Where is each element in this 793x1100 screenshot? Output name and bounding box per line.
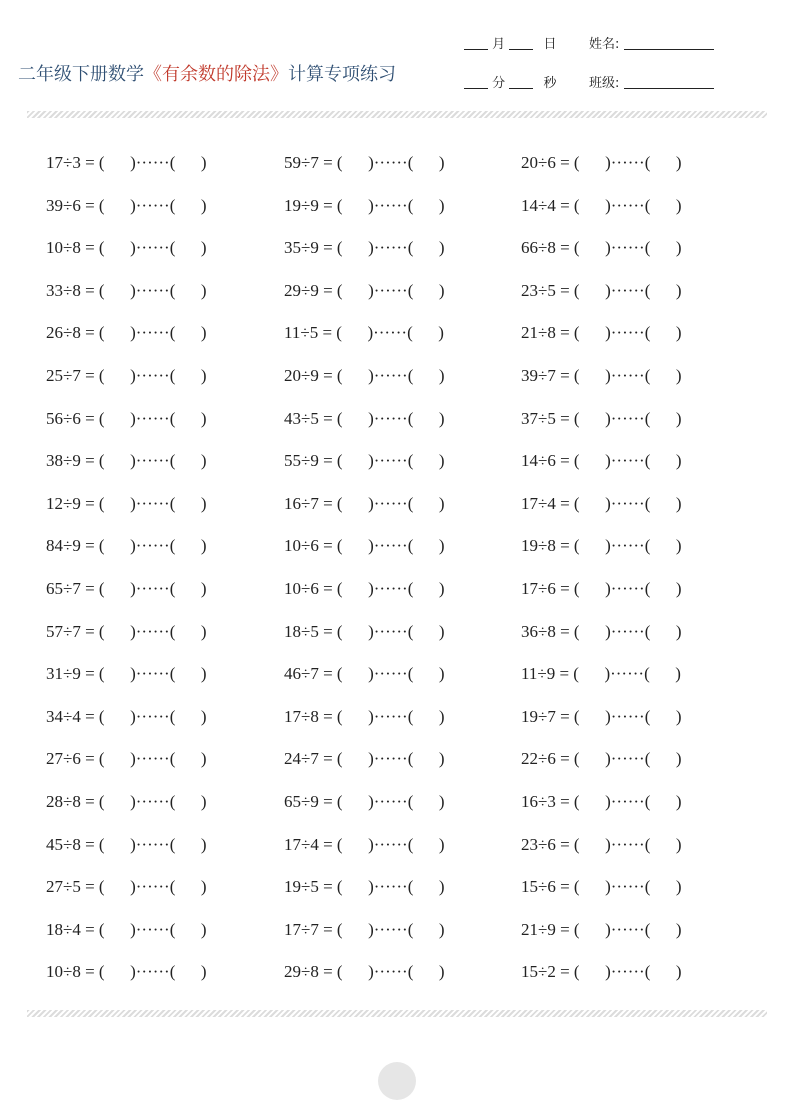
answer-blanks: = ( )······( ) xyxy=(318,366,445,385)
answer-blanks: = ( )······( ) xyxy=(80,962,207,982)
division-problem[interactable] xyxy=(521,322,682,344)
problem-expression: 10÷6 xyxy=(284,536,319,556)
answer-blanks: = ( )······( ) xyxy=(80,238,207,258)
division-problem[interactable] xyxy=(521,876,682,898)
problem-expression: 84÷9 xyxy=(46,536,81,556)
division-problem[interactable] xyxy=(521,748,682,770)
division-problem[interactable] xyxy=(521,578,682,600)
division-problem[interactable] xyxy=(284,450,445,472)
division-problem[interactable] xyxy=(284,322,444,344)
division-problem[interactable] xyxy=(521,280,682,302)
problem-expression: 19÷5 xyxy=(284,877,319,897)
division-problem[interactable] xyxy=(521,195,682,217)
problem-expression: 19÷7 xyxy=(521,706,556,726)
division-problem[interactable] xyxy=(284,578,445,600)
page-indicator xyxy=(378,1062,416,1100)
month-blank xyxy=(464,49,488,50)
problem-expression: 16÷3 xyxy=(521,792,556,811)
problem-expression: 14÷6 xyxy=(521,451,556,471)
top-divider xyxy=(27,111,767,118)
answer-blanks: = ( )······( ) xyxy=(80,919,207,939)
division-problem[interactable] xyxy=(284,195,445,217)
division-problem[interactable] xyxy=(284,663,445,685)
problem-expression: 29÷8 xyxy=(284,962,319,982)
problem-expression: 28÷8 xyxy=(46,792,81,811)
answer-blanks: = ( )······( ) xyxy=(318,664,445,684)
division-problem[interactable] xyxy=(521,450,682,472)
second-label: 秒 xyxy=(543,76,557,91)
division-problem[interactable] xyxy=(521,493,682,515)
division-problem[interactable] xyxy=(284,834,445,856)
division-problem[interactable] xyxy=(284,876,445,898)
problem-expression: 10÷8 xyxy=(46,962,81,982)
answer-blanks: = ( )······( ) xyxy=(318,195,445,215)
answer-blanks: = ( )······( ) xyxy=(80,621,207,641)
division-problem[interactable] xyxy=(284,791,445,813)
division-problem[interactable] xyxy=(284,237,445,259)
time-row xyxy=(464,72,556,91)
worksheet-title xyxy=(18,60,396,86)
problem-expression: 46÷7 xyxy=(284,664,319,684)
answer-blanks: = ( )······( ) xyxy=(555,366,682,385)
problem-expression: 14÷4 xyxy=(521,195,556,215)
division-problem[interactable] xyxy=(521,961,682,983)
answer-blanks: = ( )······( ) xyxy=(555,792,682,811)
answer-blanks: = ( )······( ) xyxy=(318,451,445,471)
answer-blanks: = ( )······( ) xyxy=(80,749,207,769)
division-problem[interactable] xyxy=(521,237,682,259)
answer-blanks: = ( )······( ) xyxy=(318,323,444,343)
problem-expression: 65÷9 xyxy=(284,792,319,811)
division-problem[interactable] xyxy=(46,961,207,983)
problem-expression: 27÷5 xyxy=(46,877,81,897)
name-row xyxy=(589,33,714,52)
division-problem[interactable] xyxy=(284,535,445,557)
problem-expression: 23÷6 xyxy=(521,834,556,854)
division-problem[interactable] xyxy=(284,919,445,941)
answer-blanks: = ( )······( ) xyxy=(318,706,445,726)
name-blank[interactable] xyxy=(624,49,714,50)
class-blank[interactable] xyxy=(624,88,714,89)
problem-expression: 39÷7 xyxy=(521,366,556,385)
answer-blanks: = ( )······( ) xyxy=(555,664,681,684)
answer-blanks: = ( )······( ) xyxy=(555,962,682,982)
title-practice: 计算专项练习 xyxy=(288,64,396,85)
answer-blanks: = ( )······( ) xyxy=(555,280,682,300)
problem-expression: 45÷8 xyxy=(46,834,81,854)
division-problem[interactable] xyxy=(46,280,207,302)
answer-blanks: = ( )······( ) xyxy=(318,962,445,982)
problem-expression: 10÷6 xyxy=(284,579,319,598)
answer-blanks: = ( )······( ) xyxy=(80,493,207,513)
answer-blanks: = ( )······( ) xyxy=(80,195,207,215)
problem-expression: 18÷5 xyxy=(284,621,319,641)
problem-expression: 25÷7 xyxy=(46,366,81,385)
division-problem[interactable] xyxy=(46,919,207,941)
answer-blanks: = ( )······( ) xyxy=(318,153,445,172)
answer-blanks: = ( )······( ) xyxy=(80,579,207,598)
division-problem[interactable] xyxy=(284,152,445,174)
problem-expression: 17÷7 xyxy=(284,919,319,939)
answer-blanks: = ( )······( ) xyxy=(555,536,682,556)
problem-expression: 19÷9 xyxy=(284,195,319,215)
answer-blanks: = ( )······( ) xyxy=(555,451,682,471)
problem-expression: 34÷4 xyxy=(46,706,81,726)
division-problem[interactable] xyxy=(46,237,207,259)
problem-expression: 29÷9 xyxy=(284,280,319,300)
problem-expression: 65÷7 xyxy=(46,579,81,598)
problem-expression: 15÷2 xyxy=(521,962,556,982)
division-problem[interactable] xyxy=(46,621,207,643)
answer-blanks: = ( )······( ) xyxy=(80,153,207,172)
answer-blanks: = ( )······( ) xyxy=(555,323,682,343)
problem-expression: 24÷7 xyxy=(284,749,319,769)
division-problem[interactable] xyxy=(521,663,681,685)
answer-blanks: = ( )······( ) xyxy=(555,877,682,897)
problem-expression: 43÷5 xyxy=(284,408,319,428)
division-problem[interactable] xyxy=(284,748,445,770)
problem-expression: 35÷9 xyxy=(284,238,319,258)
division-problem[interactable] xyxy=(46,535,207,557)
problem-expression: 16÷7 xyxy=(284,493,319,513)
answer-blanks: = ( )······( ) xyxy=(318,579,445,598)
division-problem[interactable] xyxy=(46,493,207,515)
second-blank xyxy=(509,88,533,89)
answer-blanks: = ( )······( ) xyxy=(555,195,682,215)
division-problem[interactable] xyxy=(521,365,682,387)
answer-blanks: = ( )······( ) xyxy=(80,706,207,726)
division-problem[interactable] xyxy=(521,706,682,728)
answer-blanks: = ( )······( ) xyxy=(555,238,682,258)
problem-expression: 59÷7 xyxy=(284,153,319,172)
division-problem[interactable] xyxy=(284,706,445,728)
problem-expression: 27÷6 xyxy=(46,749,81,769)
division-problem[interactable] xyxy=(46,322,207,344)
answer-blanks: = ( )······( ) xyxy=(555,919,682,939)
problem-expression: 23÷5 xyxy=(521,280,556,300)
answer-blanks: = ( )······( ) xyxy=(555,749,682,769)
division-problem[interactable] xyxy=(521,621,682,643)
answer-blanks: = ( )······( ) xyxy=(80,536,207,556)
problem-expression: 36÷8 xyxy=(521,621,556,641)
division-problem[interactable] xyxy=(46,791,207,813)
answer-blanks: = ( )······( ) xyxy=(318,919,445,939)
division-problem[interactable] xyxy=(521,408,682,430)
answer-blanks: = ( )······( ) xyxy=(80,408,207,428)
answer-blanks: = ( )······( ) xyxy=(80,834,207,854)
problem-expression: 31÷9 xyxy=(46,664,81,684)
problem-expression: 22÷6 xyxy=(521,749,556,769)
problem-expression: 37÷5 xyxy=(521,408,556,428)
problem-expression: 55÷9 xyxy=(284,451,319,471)
problem-expression: 15÷6 xyxy=(521,877,556,897)
problem-expression: 19÷8 xyxy=(521,536,556,556)
division-problem[interactable] xyxy=(521,834,682,856)
title-topic: 《有余数的除法》 xyxy=(144,64,288,85)
answer-blanks: = ( )······( ) xyxy=(318,749,445,769)
answer-blanks: = ( )······( ) xyxy=(555,834,682,854)
answer-blanks: = ( )······( ) xyxy=(318,877,445,897)
answer-blanks: = ( )······( ) xyxy=(318,621,445,641)
answer-blanks: = ( )······( ) xyxy=(80,280,207,300)
problem-expression: 33÷8 xyxy=(46,280,81,300)
division-problem[interactable] xyxy=(284,280,445,302)
minute-blank xyxy=(464,88,488,89)
answer-blanks: = ( )······( ) xyxy=(80,664,207,684)
month-label: 月 xyxy=(492,37,506,52)
answer-blanks: = ( )······( ) xyxy=(318,238,445,258)
problem-expression: 11÷5 xyxy=(284,323,319,343)
problem-expression: 26÷8 xyxy=(46,323,81,343)
division-problem[interactable] xyxy=(521,152,682,174)
name-label: 姓名: xyxy=(589,37,620,52)
problem-expression: 38÷9 xyxy=(46,451,81,471)
problem-expression: 66÷8 xyxy=(521,238,556,258)
date-row xyxy=(464,33,556,52)
answer-blanks: = ( )······( ) xyxy=(555,493,682,513)
answer-blanks: = ( )······( ) xyxy=(555,621,682,641)
problem-expression: 17÷6 xyxy=(521,579,556,598)
problem-expression: 57÷7 xyxy=(46,621,81,641)
answer-blanks: = ( )······( ) xyxy=(555,153,682,172)
bottom-divider xyxy=(27,1010,767,1017)
division-problem[interactable] xyxy=(521,791,682,813)
division-problem[interactable] xyxy=(46,152,207,174)
problem-expression: 21÷9 xyxy=(521,919,556,939)
division-problem[interactable] xyxy=(46,834,207,856)
answer-blanks: = ( )······( ) xyxy=(318,536,445,556)
answer-blanks: = ( )······( ) xyxy=(318,280,445,300)
class-label: 班级: xyxy=(589,76,620,91)
problem-expression: 39÷6 xyxy=(46,195,81,215)
problem-expression: 10÷8 xyxy=(46,238,81,258)
day-blank xyxy=(509,49,533,50)
problem-expression: 56÷6 xyxy=(46,408,81,428)
problem-expression: 17÷8 xyxy=(284,706,319,726)
division-problem[interactable] xyxy=(46,408,207,430)
answer-blanks: = ( )······( ) xyxy=(555,579,682,598)
answer-blanks: = ( )······( ) xyxy=(80,792,207,811)
division-problem[interactable] xyxy=(46,663,207,685)
answer-blanks: = ( )······( ) xyxy=(318,408,445,428)
division-problem[interactable] xyxy=(521,919,682,941)
day-label: 日 xyxy=(543,37,557,52)
problem-expression: 12÷9 xyxy=(46,493,81,513)
title-grade: 二年级下册数学 xyxy=(18,64,144,85)
problem-expression: 20÷9 xyxy=(284,366,319,385)
problem-expression: 17÷4 xyxy=(521,493,556,513)
class-row xyxy=(589,72,714,91)
problem-expression: 20÷6 xyxy=(521,153,556,172)
minute-label: 分 xyxy=(492,76,506,91)
answer-blanks: = ( )······( ) xyxy=(555,706,682,726)
problem-expression: 18÷4 xyxy=(46,919,81,939)
answer-blanks: = ( )······( ) xyxy=(80,451,207,471)
division-problem[interactable] xyxy=(284,365,445,387)
division-problem[interactable] xyxy=(284,961,445,983)
division-problem[interactable] xyxy=(46,876,207,898)
answer-blanks: = ( )······( ) xyxy=(318,493,445,513)
answer-blanks: = ( )······( ) xyxy=(80,366,207,385)
problem-expression: 11÷9 xyxy=(521,664,556,684)
answer-blanks: = ( )······( ) xyxy=(80,323,207,343)
division-problem[interactable] xyxy=(46,706,207,728)
answer-blanks: = ( )······( ) xyxy=(318,792,445,811)
answer-blanks: = ( )······( ) xyxy=(318,834,445,854)
division-problem[interactable] xyxy=(46,748,207,770)
division-problem[interactable] xyxy=(284,408,445,430)
problem-expression: 17÷4 xyxy=(284,834,319,854)
answer-blanks: = ( )······( ) xyxy=(555,408,682,428)
division-problem[interactable] xyxy=(46,195,207,217)
answer-blanks: = ( )······( ) xyxy=(80,877,207,897)
division-problem[interactable] xyxy=(46,365,207,387)
division-problem[interactable] xyxy=(284,621,445,643)
problem-expression: 21÷8 xyxy=(521,323,556,343)
division-problem[interactable] xyxy=(46,578,207,600)
division-problem[interactable] xyxy=(46,450,207,472)
division-problem[interactable] xyxy=(284,493,445,515)
problem-expression: 17÷3 xyxy=(46,153,81,172)
division-problem[interactable] xyxy=(521,535,682,557)
